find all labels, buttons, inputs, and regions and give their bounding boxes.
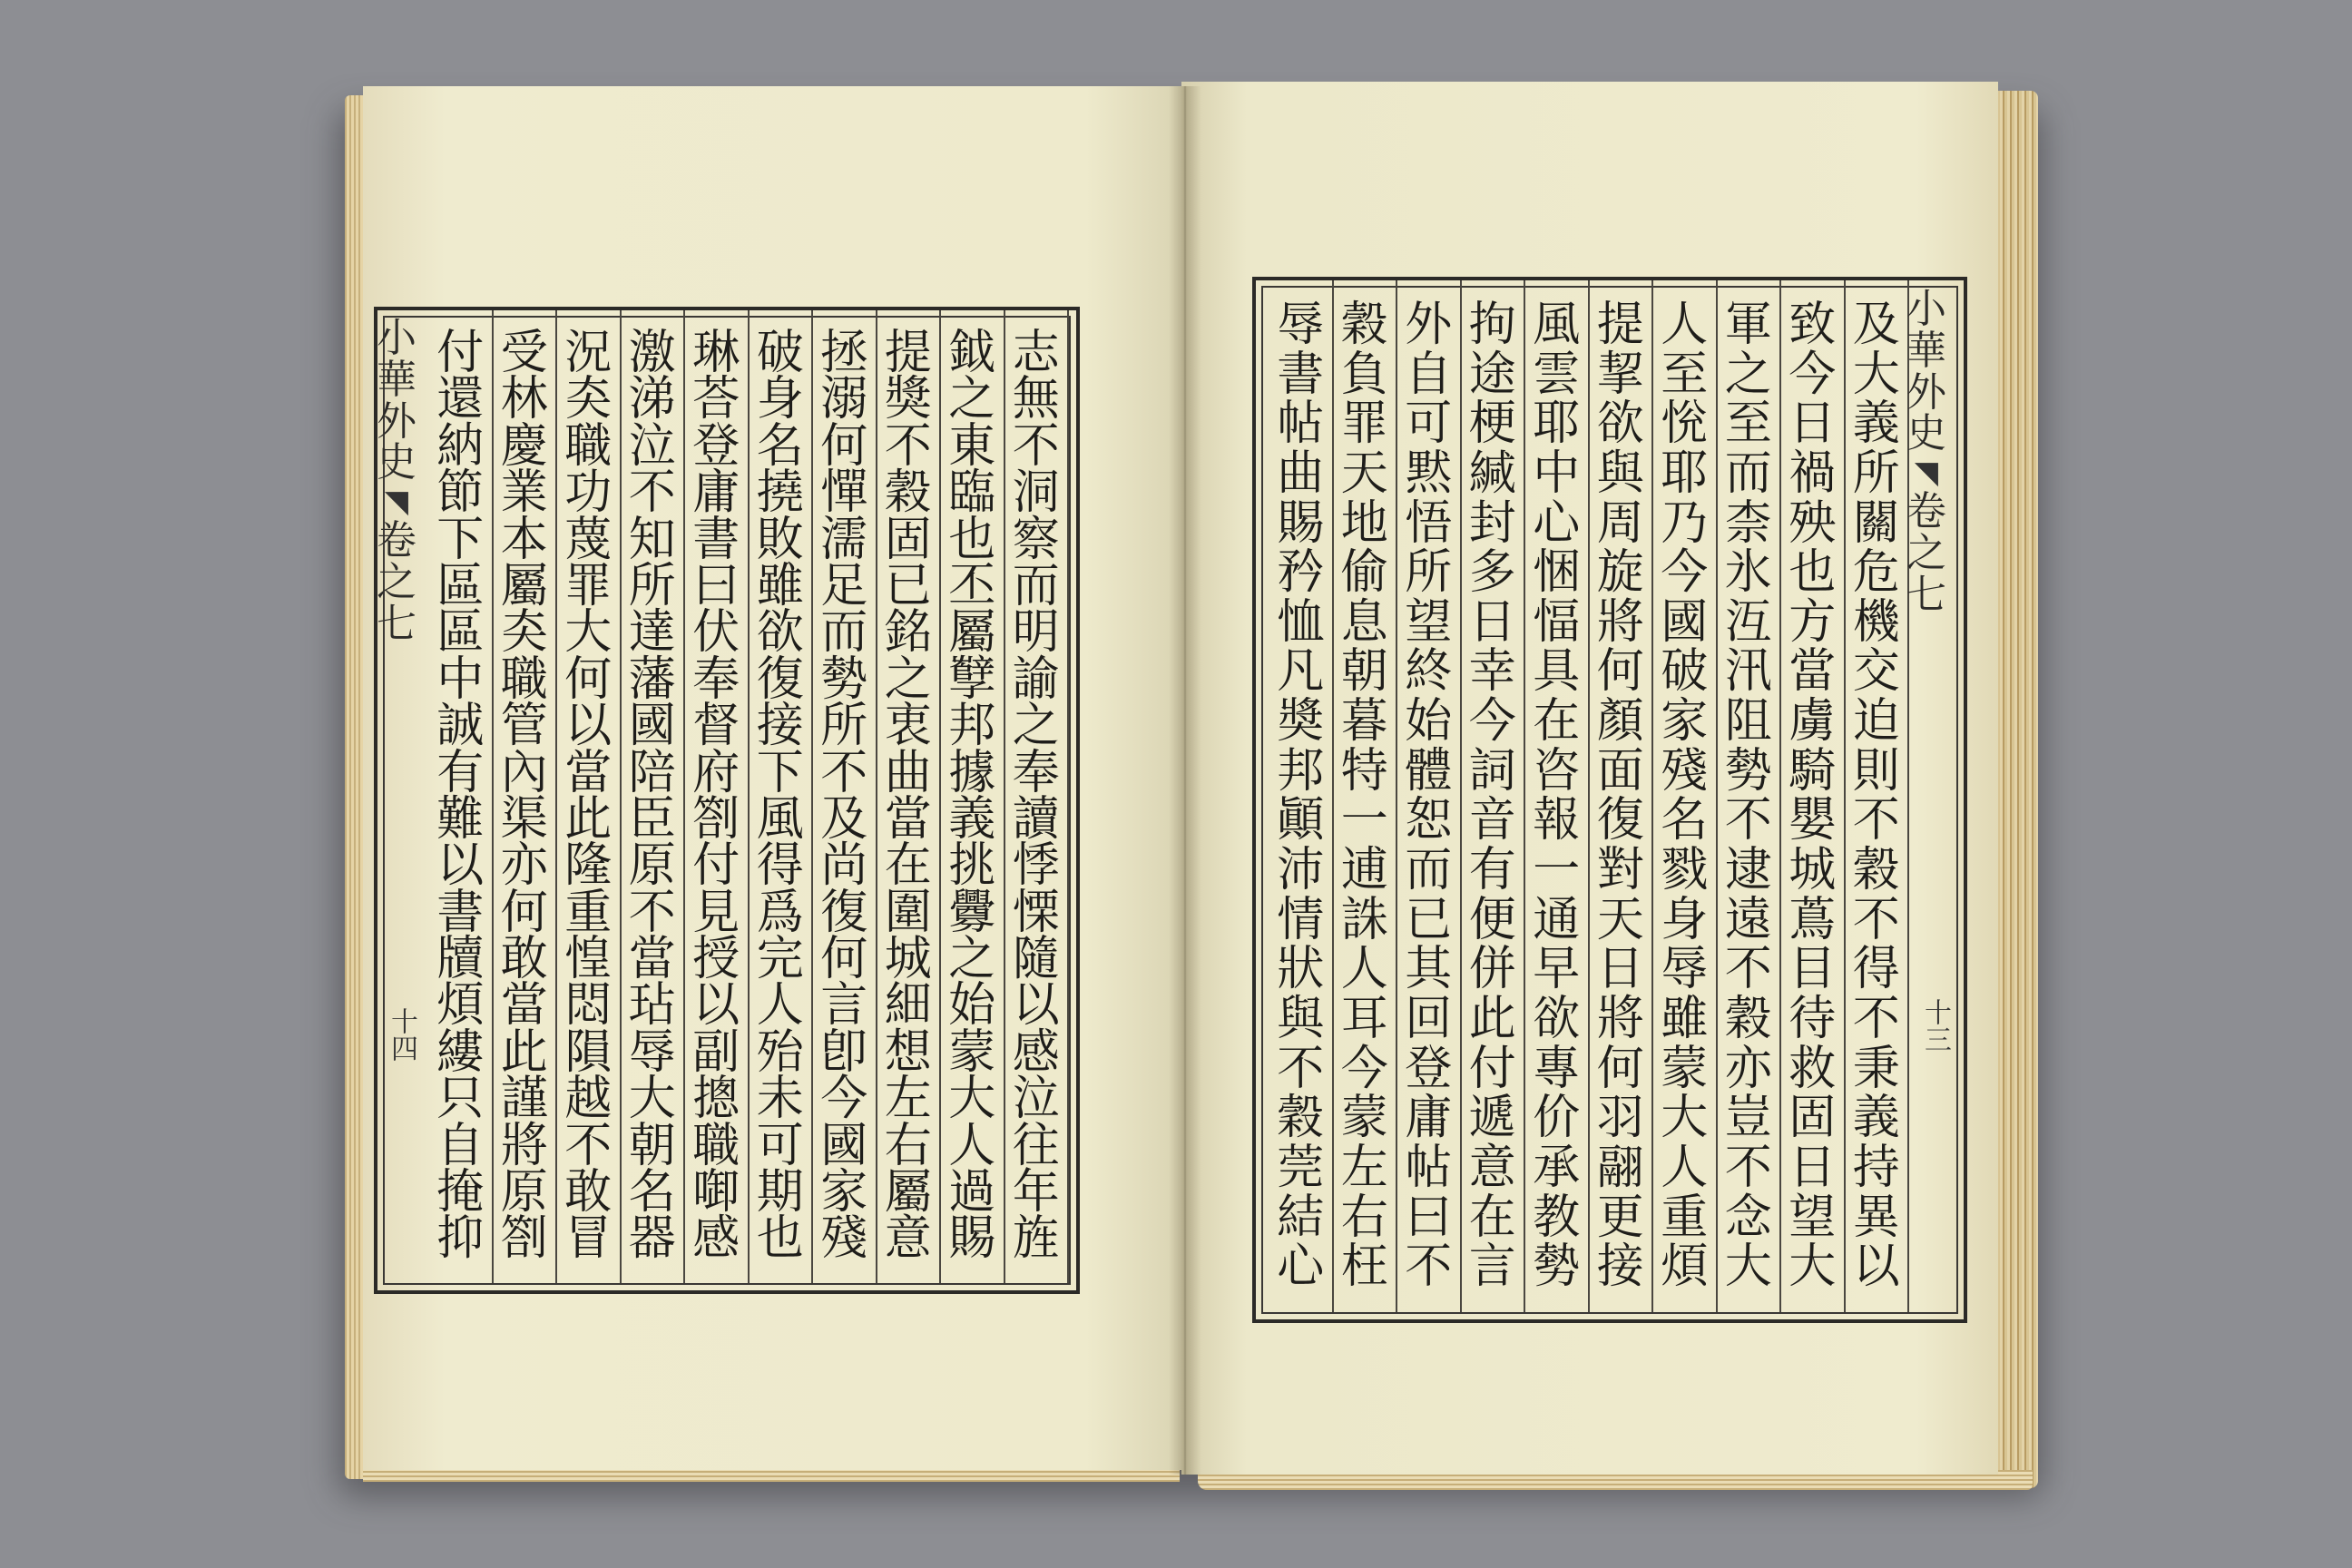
right-text-column: 致 今 日 禍 殃 也 方 當 虜 騎 嬰 城 蔦 目 待 救 固 日 望 大 [1781,280,1846,1312]
right-text-column: 穀 負 罪 天 地 偷 息 朝 暮 特 一 逋 誅 人 耳 今 蒙 左 右 枉 [1334,280,1398,1312]
margin-title-char: 外 [377,397,416,445]
fish-tail-icon: ◥ [384,484,409,520]
margin-title-char: 之 [1906,529,1946,576]
right-text-column: 及 大 義 所 關 危 機 交 迫 則 不 穀 不 得 不 秉 義 持 異 以 [1846,280,1910,1312]
margin-title-char: 之 [377,558,416,605]
margin-title-char: 華 [377,356,416,403]
left-page-number: 十四 [386,1007,417,1062]
book-gutter [1169,86,1201,1475]
right-page-edges [1993,91,2038,1488]
right-page-number: 十三 [1919,998,1951,1053]
left-text-column: 鉞 之 東 臨 也 丕 屬 孼 邦 據 義 挑 釁 之 始 蒙 大 人 過 賜 [941,310,1005,1283]
right-text-column: 提 挈 欲 與 周 旋 將 何 顏 面 復 對 天 日 將 何 羽 翮 更 接 [1590,280,1654,1312]
margin-title-char: 史 [377,439,416,486]
margin-title-char: 史 [1906,410,1946,457]
right-text-column: 拘 途 梗 緘 封 多 日 幸 今 詞 音 有 便 併 此 付 遞 意 在 言 [1462,280,1526,1312]
left-margin-title [374,315,419,647]
right-text-column: 軍 之 至 而 柰 氷 沍 汛 阻 勢 不 逮 遠 不 穀 亦 豈 不 念 大 [1718,280,1782,1312]
right-text-frame [1252,277,1967,1323]
right-text-column: 人 至 恱 耶 乃 今 國 破 家 殘 名 戮 身 辱 雖 蒙 大 人 重 煩 [1653,280,1718,1312]
left-text-column: 況 㚐 職 功 蔑 罪 大 何 以 當 此 隆 重 惶 悶 隕 越 不 敢 冒 [557,310,622,1283]
right-text-column: 辱 書 帖 曲 賜 矜 恤 凡 奬 邦 顚 沛 情 狀 與 不 穀 莞 結 心 [1269,280,1334,1312]
right-margin-title [1904,286,1949,618]
margin-title-char: 華 [1906,327,1946,374]
left-text-column: 受 林 慶 業 本 屬 㚐 職 管 內 渠 亦 何 敢 當 此 謹 將 原 劄 [494,310,558,1283]
margin-title-char: 七 [377,600,416,647]
left-text-column: 付 還 納 節 下 區 區 中 誠 有 難 以 書 牘 煩 縷 只 自 掩 抑 [429,310,494,1283]
left-text-column: 激 涕 泣 不 知 所 達 藩 國 陪 臣 原 不 當 玷 辱 大 朝 名 器 [622,310,686,1283]
left-text-column: 拯 溺 何 憚 濡 足 而 勢 所 不 及 尚 復 何 言 卽 今 國 家 殘 [813,310,877,1283]
right-text-column: 風 雲 耶 中 心 悃 愊 具 在 咨 報 一 通 早 欲 專 价 承 教 勢 [1525,280,1590,1312]
left-text-column: 志 無 不 洞 察 而 明 諭 之 奉 讀 悸 慄 隨 以 感 泣 往 年 旌 [1005,310,1070,1283]
margin-title-char: 卷 [1906,488,1946,534]
margin-title-char: 七 [1906,571,1946,618]
left-text-column: 提 獎 不 穀 固 已 銘 之 衷 曲 當 在 圍 城 細 想 左 右 屬 意 [877,310,942,1283]
fish-tail-icon: ◥ [1914,455,1939,491]
margin-title-char: 小 [377,315,416,361]
margin-title-char: 卷 [377,517,416,564]
left-text-frame [374,307,1080,1294]
left-text-column: 破 身 名 撓 敗 雖 欲 復 接 下 風 得 爲 完 人 殆 未 可 期 也 [750,310,814,1283]
margin-title-char: 外 [1906,368,1946,416]
margin-title-char: 小 [1906,286,1946,332]
left-text-column: 琳 荅 登 庸 書 曰 伏 奉 督 府 劄 付 見 授 以 副 摠 職 啣 感 [685,310,750,1283]
right-text-column: 外 自 可 黙 悟 所 望 終 始 體 恕 而 已 其 回 登 庸 帖 曰 不 [1397,280,1462,1312]
